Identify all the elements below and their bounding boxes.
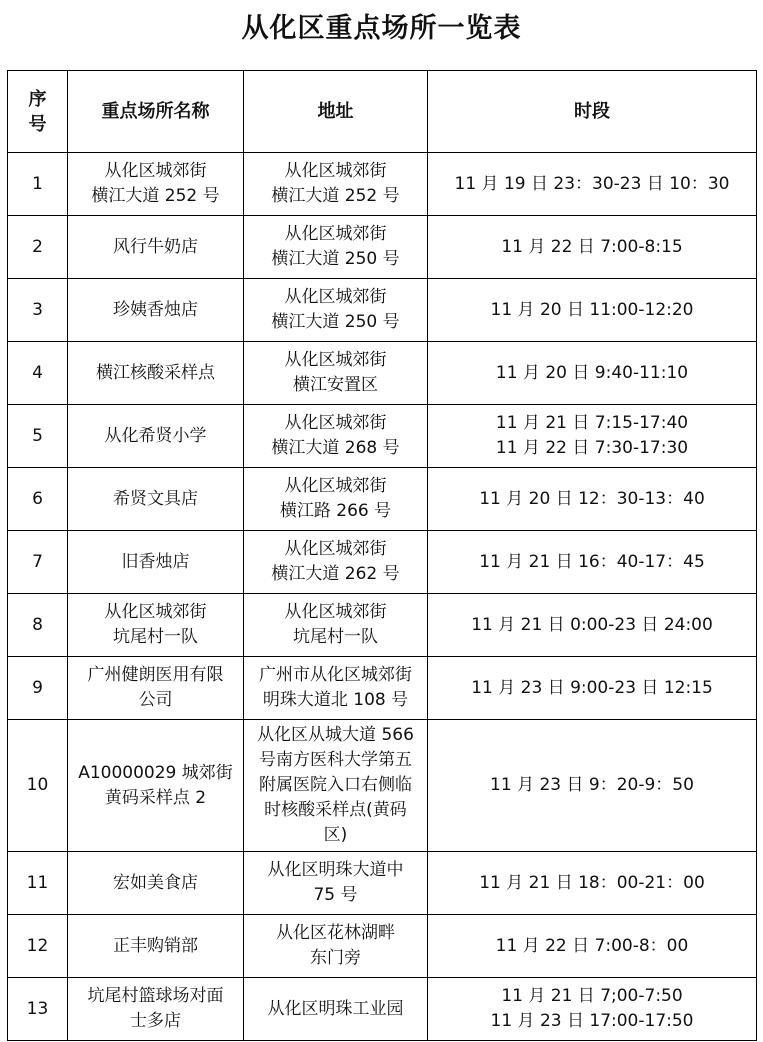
cell-address: [244, 978, 428, 1041]
cell-address: [244, 216, 428, 279]
cell-period: [428, 153, 757, 216]
cell-address: [244, 852, 428, 915]
cell-address-line: 横江大道 250 号: [271, 312, 400, 332]
cell-seq: 12: [8, 915, 68, 978]
cell-period-line: 11 月 23 日 17:00-17:50: [490, 1011, 694, 1031]
cell-name-line: 从化希贤小学: [104, 425, 207, 446]
cell-address: [244, 531, 428, 594]
table-row: [8, 852, 757, 915]
cell-name: [68, 657, 244, 720]
table-row: [8, 279, 757, 342]
cell-seq: 13: [8, 978, 68, 1041]
cell-address-line: 从化区城郊街: [284, 602, 387, 622]
cell-address-line: 从化区城郊街: [284, 413, 387, 433]
cell-name: [68, 468, 244, 531]
table-row: [8, 657, 757, 720]
table-row: [8, 468, 757, 531]
cell-period: [428, 468, 757, 531]
cell-address-line: 从化区城郊街: [284, 539, 387, 559]
table-row: [8, 720, 757, 852]
cell-period-line: 11 月 21 日 0:00-23 日 24:00: [471, 614, 713, 635]
cell-address-line: 东门旁: [310, 948, 361, 968]
cell-address-line: 从化区明珠工业园: [267, 998, 404, 1019]
cell-address-line: 从化区从城大道 566: [257, 725, 414, 745]
cell-address-line: 横江大道 262 号: [271, 564, 400, 584]
cell-period-line: 11 月 21 日 16：40-17：45: [479, 551, 705, 572]
cell-period-line: 11 月 21 日 7:15-17:40: [495, 413, 689, 433]
cell-name: [68, 720, 244, 852]
cell-seq: 3: [8, 279, 68, 342]
document-title: 从化区重点场所一览表: [241, 13, 522, 44]
table-header-row: [8, 71, 757, 153]
cell-name: [68, 405, 244, 468]
table-body: [8, 153, 757, 1041]
cell-address-line: 横江大道 268 号: [271, 438, 400, 458]
cell-period: [428, 852, 757, 915]
cell-name: [68, 594, 244, 657]
cell-name-line: 正丰购销部: [113, 935, 198, 956]
cell-address-line: 从化区城郊街: [284, 224, 387, 244]
cell-period: [428, 279, 757, 342]
cell-period-line: 11 月 20 日 11:00-12:20: [490, 299, 694, 320]
header-period: 时段: [428, 71, 757, 153]
cell-period-line: 11 月 23 日 9:00-23 日 12:15: [471, 677, 713, 698]
table-row: [8, 978, 757, 1041]
cell-name-line: 坑尾村一队: [113, 627, 198, 647]
cell-period-line: 11 月 23 日 9：20-9：50: [490, 775, 694, 795]
cell-address: [244, 342, 428, 405]
header-address: 地址: [244, 71, 428, 153]
header-seq-line2: 号: [28, 113, 47, 135]
cell-seq: 4: [8, 342, 68, 405]
cell-seq: 11: [8, 852, 68, 915]
cell-name-line: A10000029 城郊街: [78, 762, 233, 783]
cell-name: [68, 915, 244, 978]
cell-address-line: 广州市从化区城郊街: [259, 665, 412, 685]
cell-period-line: 11 月 20 日 9:40-11:10: [495, 362, 689, 383]
cell-name-line: 风行牛奶店: [113, 236, 198, 257]
header-seq: [8, 71, 68, 153]
cell-name-line: 公司: [138, 690, 173, 710]
cell-name-line: 从化区城郊街: [104, 161, 207, 181]
cell-seq: 1: [8, 153, 68, 216]
cell-address: [244, 405, 428, 468]
cell-name: [68, 342, 244, 405]
cell-name: [68, 531, 244, 594]
cell-period-line: 11 月 21 日 18：00-21：00: [479, 872, 705, 893]
cell-name: [68, 978, 244, 1041]
cell-name-line: 广州健朗医用有限: [87, 665, 224, 685]
cell-address-line: 附属医院入口右侧临: [259, 775, 412, 795]
cell-address: [244, 279, 428, 342]
cell-name: [68, 216, 244, 279]
table-row: [8, 915, 757, 978]
cell-period: [428, 531, 757, 594]
cell-seq: 8: [8, 594, 68, 657]
cell-address: [244, 594, 428, 657]
cell-address: [244, 720, 428, 852]
cell-address-line: 时核酸采样点(黄码: [264, 800, 407, 820]
cell-address-line: 明珠大道北 108 号: [262, 690, 409, 710]
cell-period: [428, 594, 757, 657]
cell-address-line: 坑尾村一队: [293, 627, 378, 647]
cell-address-line: 从化区城郊街: [284, 350, 387, 370]
cell-seq: 10: [8, 720, 68, 852]
table-row: [8, 216, 757, 279]
cell-address-line: 横江路 266 号: [279, 501, 392, 521]
cell-period: [428, 342, 757, 405]
cell-address-line: 从化区城郊街: [284, 476, 387, 496]
cell-period: [428, 720, 757, 852]
cell-period-line: 11 月 22 日 7:00-8：00: [495, 935, 689, 956]
table-row: [8, 531, 757, 594]
cell-name-line: 从化区城郊街: [104, 602, 207, 622]
cell-seq: 6: [8, 468, 68, 531]
cell-period-line: 11 月 22 日 7:30-17:30: [495, 438, 689, 458]
cell-name-line: 横江核酸采样点: [96, 362, 215, 383]
cell-name-line: 黄码采样点 2: [104, 787, 207, 808]
cell-name-line: 希贤文具店: [113, 488, 198, 509]
cell-name: [68, 153, 244, 216]
cell-address-line: 横江大道 252 号: [271, 186, 400, 206]
cell-period-line: 11 月 21 日 7;00-7:50: [501, 986, 683, 1006]
cell-name-line: 坑尾村篮球场对面: [87, 986, 224, 1006]
cell-address: [244, 915, 428, 978]
cell-period: [428, 216, 757, 279]
header-seq-line1: 序: [28, 88, 47, 110]
cell-name-line: 宏如美食店: [113, 872, 198, 893]
key-places-table: [7, 70, 757, 1041]
cell-seq: 7: [8, 531, 68, 594]
table-row: [8, 405, 757, 468]
cell-name-line: 士多店: [130, 1011, 181, 1031]
cell-name: [68, 852, 244, 915]
cell-address-line: 号南方医科大学第五: [259, 750, 412, 770]
cell-period-line: 11 月 19 日 23：30-23 日 10：30: [454, 173, 730, 194]
cell-period: [428, 915, 757, 978]
cell-address: [244, 657, 428, 720]
cell-address-line: 从化区花林湖畔: [276, 923, 395, 943]
cell-name: [68, 279, 244, 342]
header-name: 重点场所名称: [68, 71, 244, 153]
cell-address-line: 从化区明珠大道中: [267, 860, 404, 880]
cell-period-line: 11 月 20 日 12：30-13：40: [479, 488, 705, 509]
cell-seq: 5: [8, 405, 68, 468]
cell-name-line: 横江大道 252 号: [91, 186, 220, 206]
cell-period: [428, 657, 757, 720]
cell-period-line: 11 月 22 日 7:00-8:15: [501, 236, 683, 257]
cell-address: [244, 153, 428, 216]
table-row: [8, 342, 757, 405]
cell-address-line: 从化区城郊街: [284, 161, 387, 181]
cell-address-line: 区): [323, 825, 348, 845]
cell-period: [428, 405, 757, 468]
table-row: [8, 153, 757, 216]
cell-address: [244, 468, 428, 531]
cell-address-line: 75 号: [313, 885, 358, 905]
cell-seq: 9: [8, 657, 68, 720]
cell-name-line: 旧香烛店: [121, 551, 190, 572]
cell-address-line: 横江安置区: [293, 375, 378, 395]
cell-period: [428, 978, 757, 1041]
cell-seq: 2: [8, 216, 68, 279]
cell-address-line: 从化区城郊街: [284, 287, 387, 307]
table-row: [8, 594, 757, 657]
cell-address-line: 横江大道 250 号: [271, 249, 400, 269]
cell-name-line: 珍姨香烛店: [113, 299, 198, 320]
